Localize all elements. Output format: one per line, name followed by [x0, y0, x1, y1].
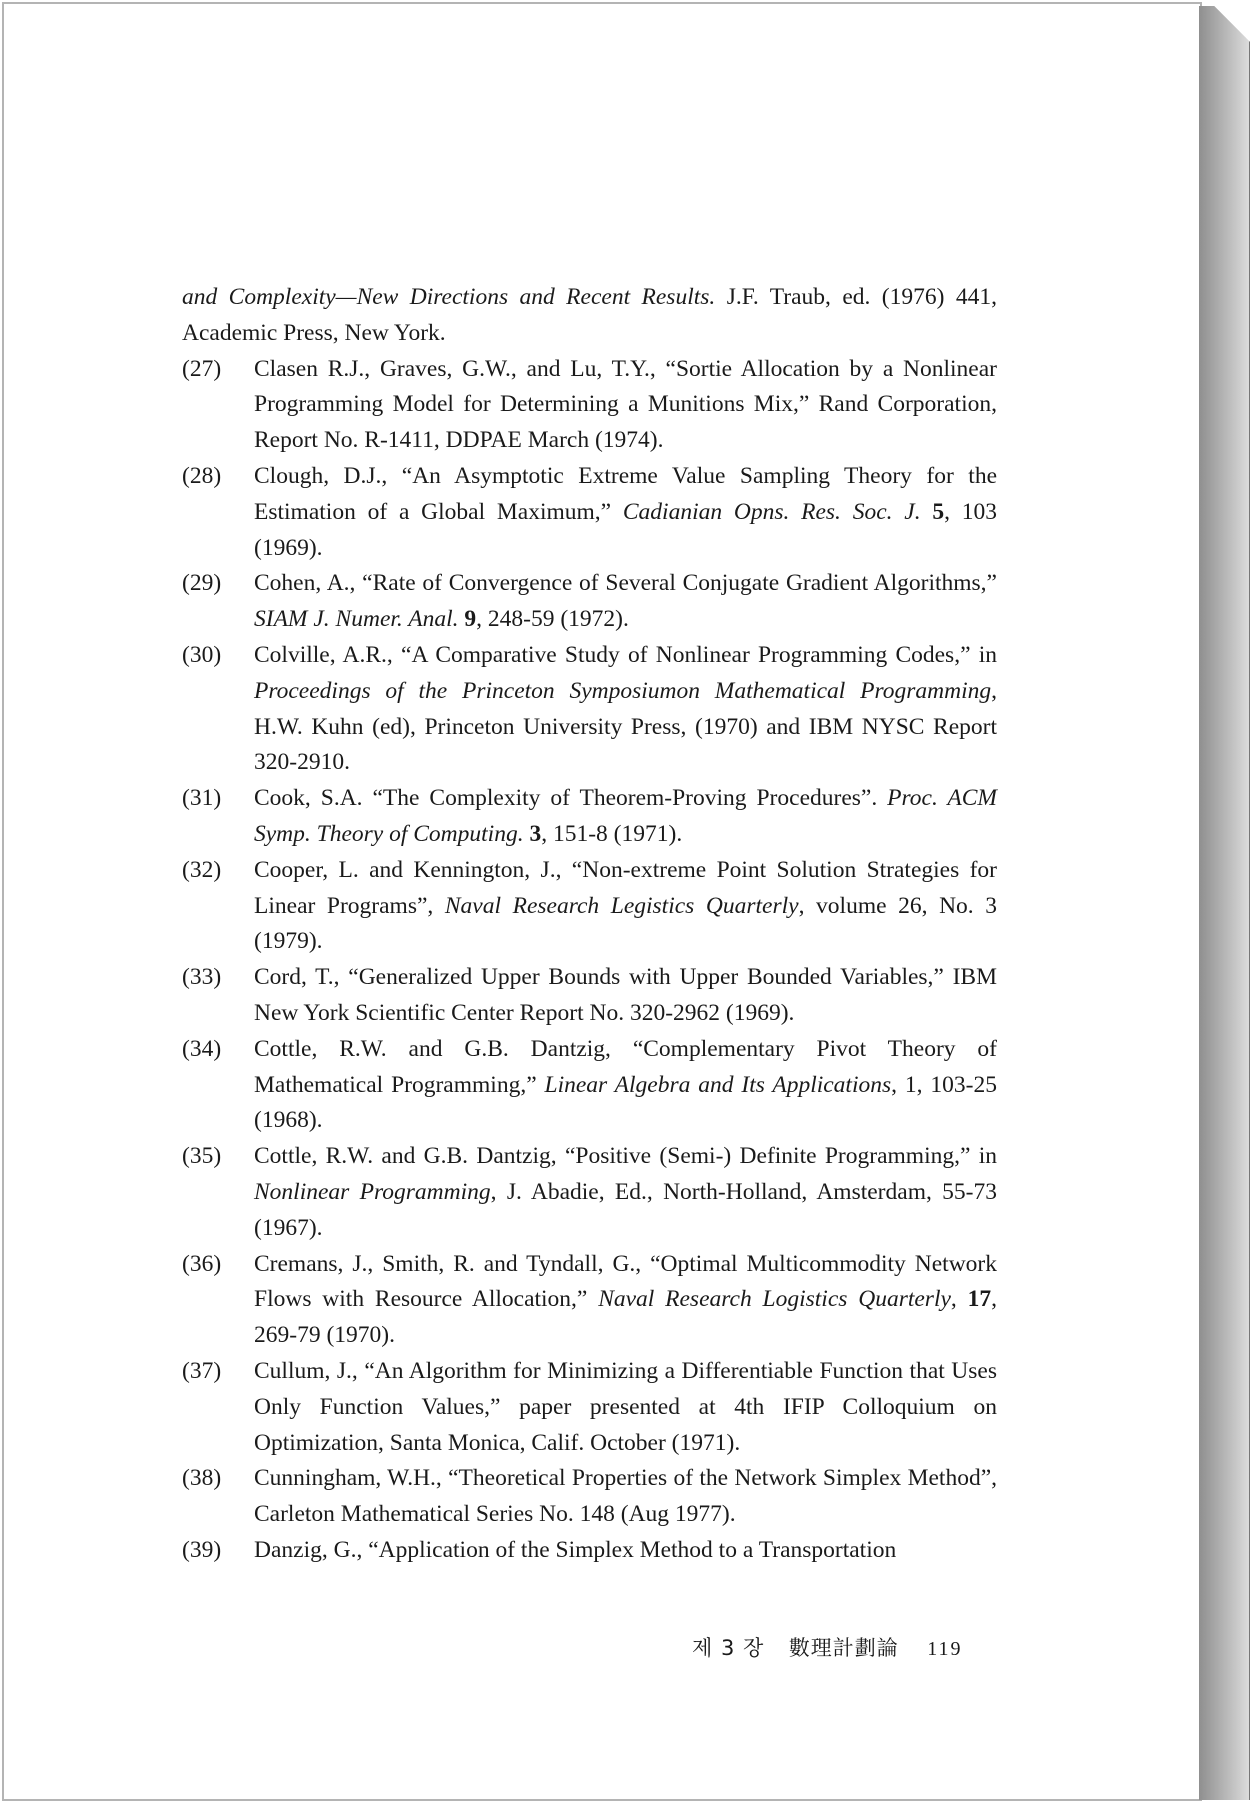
reference-journal: Cadianian Opns. Res. Soc. J.	[622, 498, 921, 525]
reference-list	[182, 280, 997, 1569]
reference-28	[182, 459, 997, 566]
footer-chapter: 제 3 장	[692, 1636, 765, 1660]
continuation-rest: J.F. Traub, ed. (1976) 441, Academic Press, New York.	[182, 284, 997, 346]
reference-34	[182, 1032, 997, 1139]
reference-35	[182, 1139, 997, 1246]
reference-tail: , J. Abadie, Ed., North-Holland, Amsterdam, 55-73 (1967).	[254, 1178, 997, 1241]
reference-31	[182, 781, 997, 853]
footer-title: 數理計劃論	[788, 1636, 899, 1660]
reference-tail: , 269-79 (1970).	[254, 1286, 997, 1349]
reference-text: Cunningham, W.H., “Theoretical Properties of the Network Simplex Method”, Carleton Mathematical Series No. 148 (Aug 1977).	[254, 1465, 997, 1528]
reference-text	[254, 857, 997, 955]
reference-text	[254, 642, 997, 775]
reference-number: (37)	[182, 1357, 222, 1384]
reference-journal: SIAM J. Numer. Anal.	[254, 606, 459, 633]
reference-text	[254, 570, 997, 632]
reference-text	[254, 1036, 997, 1134]
reference-tail: , volume 26, No. 3 (1979).	[254, 892, 998, 955]
reference-journal: Naval Research Logistics Quarterly	[598, 1286, 951, 1313]
reference-text	[254, 463, 997, 561]
page-footer	[692, 1632, 963, 1662]
reference-number: (29)	[182, 570, 222, 597]
reference-continuation	[182, 280, 997, 352]
reference-29	[182, 566, 997, 638]
reference-37	[182, 1354, 997, 1461]
reference-number: (34)	[182, 1035, 222, 1062]
reference-number: (30)	[182, 641, 222, 668]
document-page	[2, 2, 1202, 1801]
reference-journal: Proc. ACM Symp. Theory of Computing.	[254, 785, 997, 847]
reference-number: (36)	[182, 1250, 222, 1277]
reference-text	[254, 1143, 997, 1241]
reference-text: Danzig, G., “Application of the Simplex Method to a Transportation	[254, 1536, 897, 1563]
reference-number: (39)	[182, 1536, 222, 1563]
reference-volume: 9	[464, 606, 477, 633]
continuation-title: and Complexity—New Directions and Recent Results.	[182, 284, 716, 310]
reference-volume: 3	[529, 820, 542, 847]
reference-tail: , 1, 103-25 (1968).	[254, 1071, 997, 1134]
page-number: 119	[927, 1638, 963, 1660]
reference-body: Colville, A.R., “A Comparative Study of Nonlinear Programming Codes,” in	[254, 641, 997, 668]
reference-text	[254, 785, 997, 847]
reference-text: Cord, T., “Generalized Upper Bounds with Upper Bounded Variables,” IBM New York Scientific Center Report No. 320-2962 (1969).	[254, 964, 997, 1026]
reference-tail: , 103 (1969).	[254, 498, 998, 561]
reference-tail: , H.W. Kuhn (ed), Princeton University Press, (1970) and IBM NYSC Report 320-2910.	[254, 677, 997, 776]
reference-volume: 17	[967, 1286, 992, 1313]
reference-body: Cooper, L. and Kennington, J., “Non-extreme Point Solution Strategies for Linear Programs”,	[254, 856, 997, 919]
reference-number: (32)	[182, 856, 222, 883]
reference-tail: , 248-59 (1972).	[476, 606, 629, 633]
reference-39	[182, 1533, 997, 1569]
reference-32	[182, 853, 997, 960]
reference-body: Clough, D.J., “An Asymptotic Extreme Value Sampling Theory for the Estimation of a Global Maximum,”	[254, 462, 997, 525]
reference-tail: , 151-8 (1971).	[541, 820, 683, 847]
reference-36	[182, 1247, 997, 1354]
reference-text: Clasen R.J., Graves, G.W., and Lu, T.Y., “Sortie Allocation by a Nonlinear Programming Model for Determining a Munitions Mix,” Rand Corporation, Report No. R-1411, DDPAE March (1974).	[254, 355, 997, 454]
reference-number: (27)	[182, 355, 222, 382]
reference-number: (31)	[182, 785, 222, 812]
reference-number: (38)	[182, 1465, 222, 1492]
reference-30	[182, 638, 997, 781]
reference-number: (28)	[182, 462, 222, 489]
reference-journal: Nonlinear Programming	[254, 1178, 491, 1205]
reference-volume: 5	[932, 498, 945, 525]
reference-text: Cremans, J., Smith, R. and Tyndall, G., “Optimal Multicommodity Network Flows with Resource Allocation,” Naval Research Logistics Quarterly, 17, 269-79 (1970).	[254, 1250, 997, 1349]
reference-journal: Proceedings of the Princeton Symposiumon Mathematical Programming	[254, 677, 992, 704]
reference-27	[182, 352, 997, 459]
reference-body: Cremans, J., Smith, R. and Tyndall, G., “Optimal Multicommodity Network Flows with Resource Allocation,”	[254, 1250, 997, 1313]
reference-text: Cullum, J., “An Algorithm for Minimizing a Differentiable Function that Uses Only Function Values,” paper presented at 4th IFIP Colloquium on Optimization, Santa Monica, Calif. October (1971).	[254, 1357, 997, 1456]
reference-body: Cottle, R.W. and G.B. Dantzig, “Positive (Semi-) Definite Programming,” in	[254, 1143, 997, 1170]
reference-33	[182, 960, 997, 1032]
reference-body: Cottle, R.W. and G.B. Dantzig, “Complementary Pivot Theory of Mathematical Programming,”	[254, 1035, 997, 1098]
page-stack-edge	[1199, 6, 1250, 1800]
reference-38	[182, 1461, 997, 1533]
reference-number: (35)	[182, 1143, 222, 1170]
reference-body: Cohen, A., “Rate of Convergence of Several Conjugate Gradient Algorithms,”	[254, 570, 997, 597]
reference-journal: Linear Algebra and Its Applications	[544, 1071, 892, 1098]
reference-number: (33)	[182, 964, 222, 991]
reference-body: Cook, S.A. “The Complexity of Theorem-Proving Procedures”.	[254, 785, 888, 812]
reference-journal: Naval Research Legistics Quarterly	[444, 892, 799, 919]
